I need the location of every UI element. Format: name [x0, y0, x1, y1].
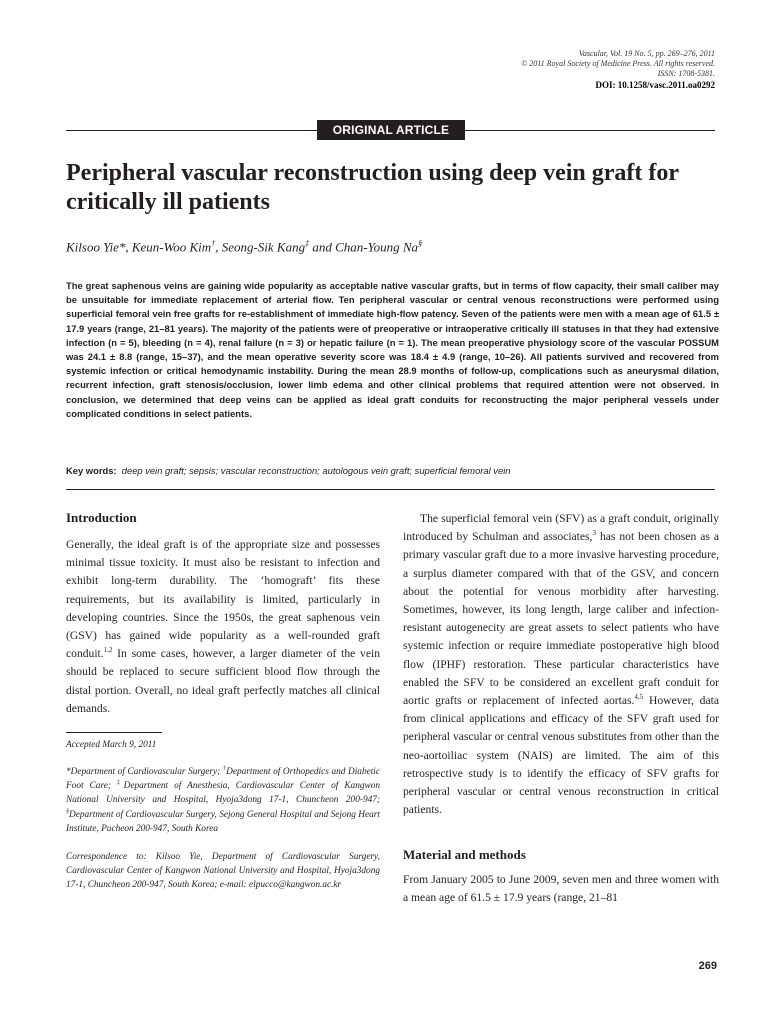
article-title: Peripheral vascular reconstruction using deep vein graft for critically ill patients [66, 160, 679, 215]
section-label: ORIGINAL ARTICLE [317, 120, 465, 140]
author-name: Keun-Woo Kim [131, 239, 212, 255]
journal-issn: ISSN: 1708-5381. [657, 69, 715, 78]
introduction-text: Generally, the ideal graft is of the appropriate size and possesses minimal tissue toxicity. It must also be resistant to infection and exhibit long-term durability. The ‘homograft’ fits these requirements, but its availability is limited, particularly in developing countries. Since the 1950s, the great saphenous vein (GSV) has gained wide popularity as a well-rounded graft conduit. [66, 538, 380, 661]
footnote-divider [66, 732, 162, 733]
affiliation-text: Department of Cardiovascular Surgery, Sejong General Hospital and Sejong Heart Institute, Pucheon 200-947, South Korea [66, 809, 380, 834]
accepted-date: Accepted March 9, 2011 [66, 740, 157, 750]
right-column [403, 510, 719, 819]
introduction-heading: Introduction [66, 510, 137, 525]
body-paragraph [403, 510, 719, 819]
body-text: The superficial femoral vein (SFV) as a graft conduit, originally introduced by Schulman and associates, [403, 512, 719, 544]
keywords-text: deep vein graft; sepsis; vascular reconstruction; autologous vein graft; superficial femoral vein [121, 465, 511, 476]
journal-doi[interactable]: DOI: 10.1258/vasc.2011.oa0292 [595, 80, 715, 90]
journal-copyright: © 2011 Royal Society of Medicine Press. All rights reserved. [521, 59, 715, 68]
keywords [66, 465, 719, 477]
author-list [66, 236, 706, 255]
introduction-text: In some cases, however, a larger diameter of the vein should be replaced to secure sufficient blood flow through the distal portion. Overall, no ideal graft perfectly matches all clinical demands. [66, 647, 380, 715]
left-column [66, 510, 380, 718]
keywords-label: Key words: [66, 465, 117, 476]
keywords-divider [66, 489, 715, 490]
affiliation-marker: ‡ [116, 780, 124, 787]
correspondence: Correspondence to: Kilsoo Yie, Department of Cardiovascular Surgery, Cardiovascular Center of Kangwon National University and Hospital, Hyoja3dong 17-1, Chuncheon 200-947, South Korea; e-mail: elpucco@kangwon.ac.kr [66, 852, 380, 891]
abstract: The great saphenous veins are gaining wide popularity as acceptable native vascular grafts, but in terms of flow capacity, their small caliber may be unsuitable for immediate replacement of arterial flow. Ten peripheral vascular or central venous reconstructions were performed using superficial femoral vein free grafts for re-establishment of immediate high-flow patency. Seven of the patients were men with a mean age of 61.5 ± 17.9 years (range, 21–81 years). The majority of the patients were of preoperative or intraoperative critically ill statuses in that they had extensive infection (n = 5), bleeding (n = 4), renal failure (n = 3) or hepatic failure (n = 1). The mean preoperative physiology score of the vascular POSSUM was 24.1 ± 8.8 (range, 15–37), and the mean operative severity score was 18.4 ± 4.9 (range, 10–26). All patients survived and recovered from systemic infection or critical hemodynamic instability. During the mean 28.9 months of follow-up, complications such as aneurysmal dilation, recurrent infection, graft stenosis/occlusion, lower limb edema and other clinical problems that required attention were not observed. In conclusion, we determined that deep veins can be applied as ideal graft conduits for reconstructing the major peripheral vessels under complicated conditions in select patients. [66, 280, 719, 419]
methods-heading: Material and methods [403, 847, 526, 862]
journal-citation-block [521, 49, 715, 90]
affiliation-marker: † [211, 239, 216, 248]
author-name: Kilsoo Yie*, [66, 239, 132, 255]
affiliation-text: Department of Anesthesia, Cardiovascular Center of Kangwon National University and Hospital, Hyoja3dong 17-1, Chuncheon 200-947; [66, 781, 380, 806]
affiliation-marker: ‡ [305, 239, 310, 248]
page-number: 269 [698, 960, 717, 972]
author-name: , Seong-Sik Kang [215, 239, 306, 255]
body-text: However, data from clinical applications and efficacy of the SFV graft used for peripheral vascular or central venous substitutes from other than the neo-aortoiliac system (NAIS) are limited. The aim of this retrospective study is to identify the efficacy of SFV grafts for peripheral vascular or central venous reconstruction in critical patients. [403, 694, 719, 817]
affiliation-marker: § [418, 239, 423, 248]
citation-ref[interactable]: 4,5 [634, 693, 644, 702]
journal-citation: Vascular, Vol. 19 No. 5, pp. 269–276, 2011 [578, 49, 715, 58]
affiliation-text: Department of Orthopedics and Diabetic Foot Care; [66, 767, 381, 792]
affiliations [66, 765, 380, 836]
methods-paragraph: From January 2005 to June 2009, seven men and three women with a mean age of 61.5 ± 17.9 years (range, 21–81 [403, 873, 719, 905]
affiliation-marker: § [66, 808, 69, 815]
citation-ref[interactable]: 3 [592, 529, 596, 538]
citation-ref[interactable]: 1,2 [103, 646, 113, 655]
body-text: has not been chosen as a primary vascular graft due to a more invasive harvesting procedure, a surplus diameter compared with that of the GSV, and concern about the potential for venous morbidity after harvesting. Sometimes, however, its long length, large caliber and infection-resistant autogenecity are great assets to select patients who have systemic infection or require immediate postoperative high blood flow (IPHF) restoration. These particular characteristics have enabled the SFV to be considered an excellent graft conduit for aortic grafts or replacement of infected aortas. [403, 530, 719, 708]
author-name: and Chan-Young Na [309, 239, 419, 255]
introduction-paragraph [66, 536, 380, 718]
affiliation-text: *Department of Cardiovascular Surgery; [66, 767, 223, 777]
affiliation-marker: † [222, 765, 227, 772]
